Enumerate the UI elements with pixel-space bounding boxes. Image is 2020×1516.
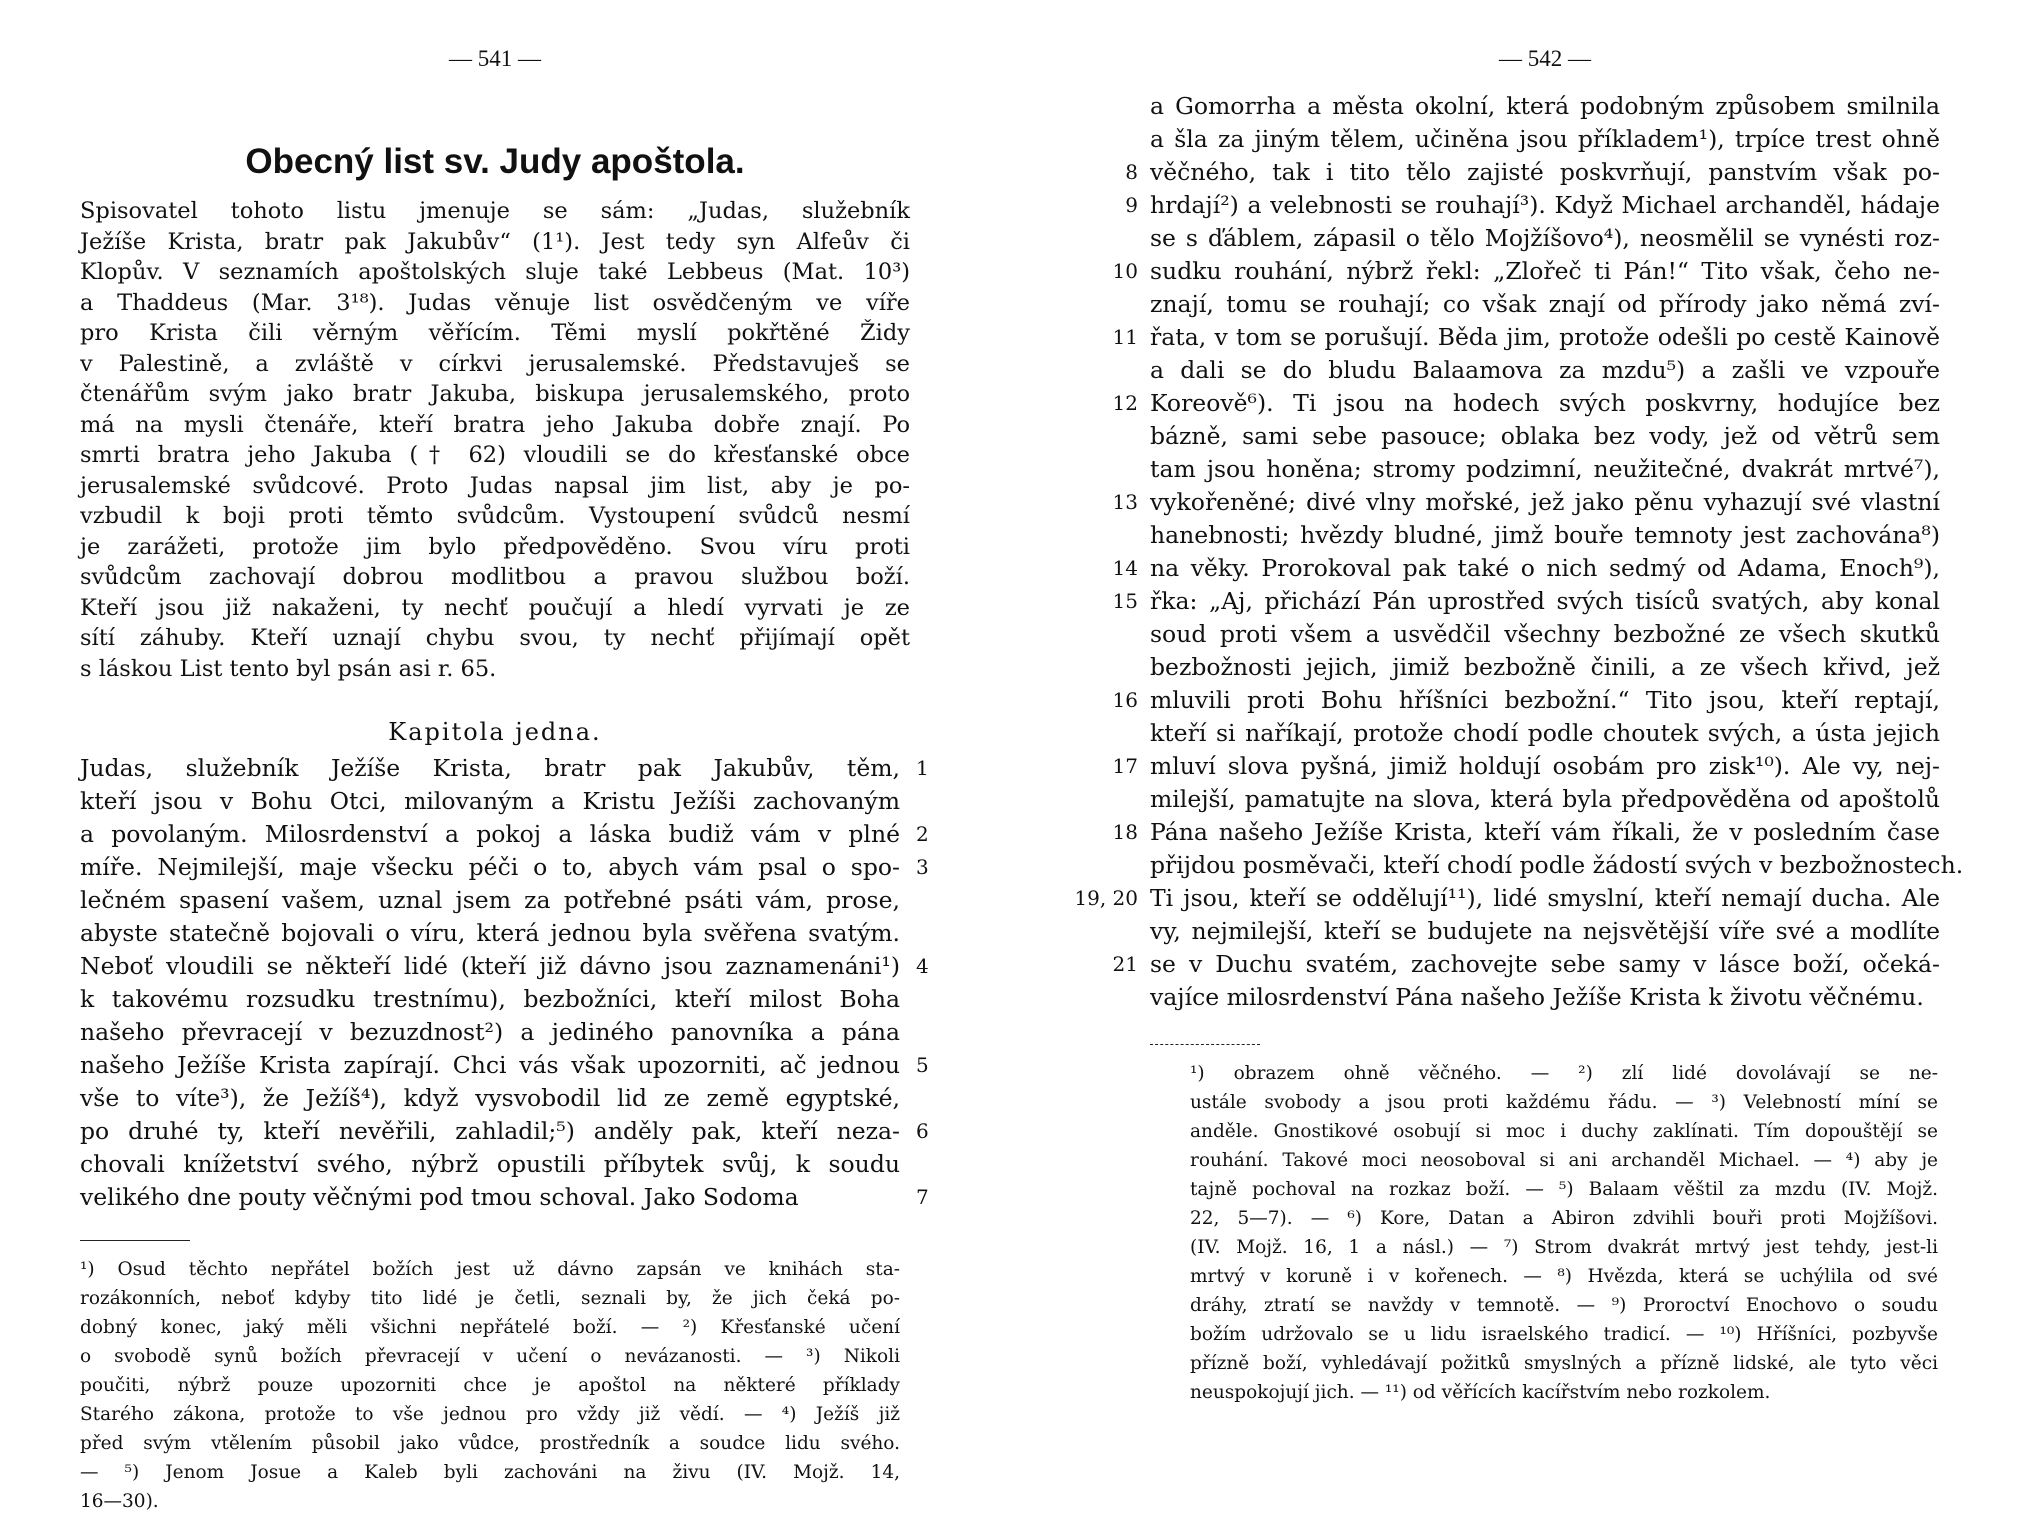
text-line-content: řka: „Aj, přichází Pán uprostřed svých tisíců svatých, aby konal	[1150, 587, 1940, 615]
text-line-content: vajíce milosrdenství Pána našeho Ježíše Krista k životu věčnému.	[1150, 983, 1924, 1011]
footnote-line: — ⁵) Jenom Josue a Kaleb byli zachováni na živu (IV. Mojž. 14,	[80, 1462, 900, 1483]
intro-line: Spisovatel tohoto listu jmenuje se sám: „Judas, služebník	[80, 198, 910, 224]
text-line-content: našeho převracejí v bezuzdnost²) a jediného panovníka a pána	[80, 1018, 900, 1046]
verse-number: 16	[1112, 688, 1138, 712]
intro-line: vzbudil k boji proti těmto svůdcům. Vystoupení svůdců nesmí	[80, 503, 910, 529]
footnote-line: božím udržovalo se u lidu israelského tradicí. — ¹⁰) Hříšníci, pozbyvše	[1190, 1324, 1938, 1345]
text-line-content: Neboť vloudili se někteří lidé (kteří již dávno jsou zaznamenáni¹)	[80, 952, 900, 980]
text-line	[1150, 519, 1940, 552]
text-line-content: sudku rouhání, nýbrž řekl: „Zlořeč ti Pán!“ Tito však, čeho ne-	[1150, 257, 1940, 285]
text-line-content: chovali knížetství svého, nýbrž opustili příbytek svůj, k soudu	[80, 1150, 900, 1178]
text-line	[1150, 651, 1940, 684]
verse-number: 15	[1112, 589, 1138, 613]
scripture-text	[80, 752, 929, 1214]
text-line	[1125, 156, 1940, 189]
text-line-content: kteří jsou v Bohu Otci, milovaným a Kristu Ježíši zachovaným	[80, 787, 900, 815]
text-line-content: na věky. Prorokoval pak také o nich sedmý od Adama, Enoch⁹),	[1150, 554, 1940, 582]
text-line-content: přijdou posměvači, kteří chodí podle žádostí svých v bezbožnostech.	[1150, 851, 1964, 879]
footnote-line: ustále svobody a jsou proti každému řádu. — ³) Velebností míní se	[1190, 1092, 1938, 1113]
text-line	[80, 1148, 900, 1181]
text-line-content: Pána našeho Ježíše Krista, kteří vám říkali, že v posledním čase	[1150, 818, 1940, 846]
verse-number: 6	[916, 1119, 929, 1143]
text-line-content: se s ďáblem, zápasil o tělo Mojžíšovo⁴), neosmělil se vynésti roz-	[1150, 224, 1940, 252]
text-line	[1150, 981, 1940, 1014]
text-line	[1150, 915, 1940, 948]
footnote-line: dobný konec, jaký měli všichni nepřátelé boží. — ²) Křesťanské učení	[80, 1317, 900, 1338]
introduction-paragraph	[80, 196, 910, 684]
text-line	[1150, 783, 1940, 816]
verse-number: 10	[1112, 259, 1138, 283]
text-line-content: Koreově⁶). Ti jsou na hodech svých poskvrny, hodujíce bez	[1150, 389, 1940, 417]
footnote-line: Starého zákona, protože to vše jednou pro vždy již vědí. — ⁴) Ježíš již	[80, 1404, 900, 1425]
text-line-content: a povolaným. Milosrdenství a pokoj a láska budiž vám v plné	[80, 820, 900, 848]
text-line-content: hrdají²) a velebnosti se rouhají³). Když Michael archanděl, hádaje	[1150, 191, 1940, 219]
footnote-divider	[1150, 1044, 1260, 1045]
text-line	[80, 1016, 900, 1049]
verse-number: 1	[916, 756, 929, 780]
text-line	[1150, 354, 1940, 387]
text-line-content: Judas, služebník Ježíše Krista, bratr pak Jakubův, těm,	[80, 754, 900, 782]
verse-number: 21	[1112, 952, 1138, 976]
verse-number: 7	[916, 1185, 929, 1209]
verse-number: 17	[1112, 754, 1138, 778]
text-line-content: řata, v tom se porušují. Běda jim, protože odešli po cestě Kainově	[1150, 323, 1940, 351]
footnote-line: přízně boží, vyhledávají požitků smyslných a přízně lidské, ale tyto věci	[1190, 1353, 1938, 1374]
intro-line: jerusalemské svůdcové. Proto Judas napsal jim list, aby je po-	[80, 472, 910, 499]
text-line-content: a dali se do bludu Balaamova za mzdu⁵) a zašli ve vzpouře	[1150, 356, 1940, 384]
right-page	[1074, 0, 1964, 1407]
text-line	[1112, 486, 1940, 519]
verse-number: 18	[1112, 820, 1138, 844]
footnote-line: ¹) obrazem ohně věčného. — ²) zlí lidé dovolávají se ne-	[1190, 1063, 1938, 1084]
epistle-title: Obecný list sv. Judy apoštola.	[245, 142, 745, 181]
intro-line: má na mysli čtenáře, kteří bratra jeho Jakuba dobře znají. Po	[80, 411, 910, 438]
intro-line: a Thaddeus (Mar. 3¹⁸). Judas věnuje list osvědčeným ve víře	[80, 289, 910, 316]
left-page	[80, 0, 929, 1516]
text-line	[80, 1181, 929, 1214]
intro-line: čtenářům svým jako bratr Jakuba, biskupa jerusalemského, proto	[80, 381, 910, 407]
footnote-line: poučiti, nýbrž pouze upozorniti chce je apoštol na některé příklady	[80, 1375, 900, 1396]
text-line-content: lečném spasení vašem, uznal jsem za potřebné psáti vám, prose,	[80, 886, 900, 914]
intro-line: v Palestině, a zvláště v církvi jerusalemské. Představuješ se	[80, 350, 910, 377]
text-line	[1074, 882, 1940, 915]
text-line	[1112, 948, 1940, 981]
footnote-line: 16—30).	[80, 1491, 159, 1512]
verse-number: 4	[916, 954, 929, 978]
page-number: — 541 —	[449, 46, 541, 71]
text-line-content: našeho Ježíše Krista zapírají. Chci vás však upozorniti, ač jednou	[80, 1051, 900, 1079]
verse-number: 11	[1112, 325, 1138, 349]
verse-number: 8	[1125, 160, 1138, 184]
text-line-content: mluvili proti Bohu hříšníci bezbožní.“ Tito jsou, kteří reptají,	[1150, 686, 1940, 714]
text-line	[1150, 717, 1940, 750]
text-line	[80, 917, 900, 950]
verse-number: 19, 20	[1074, 886, 1138, 910]
text-line	[1112, 321, 1940, 354]
text-line	[1112, 552, 1940, 585]
text-line-content: znají, tomu se rouhají; co však znají od přírody jako němá zví-	[1150, 290, 1940, 318]
footnotes	[1150, 1059, 1938, 1407]
text-line	[80, 1049, 929, 1082]
footnote-divider	[80, 1240, 190, 1241]
text-line-content: abyste statečně bojovali o víru, která jednou byla svěřena svatým.	[80, 919, 900, 947]
footnotes	[80, 1255, 900, 1516]
verse-number: 14	[1112, 556, 1138, 580]
text-line	[1150, 420, 1940, 453]
footnote-line: 22, 5—7). — ⁶) Kore, Datan a Abiron zdvihli bouři proti Mojžíšovi.	[1190, 1208, 1938, 1229]
text-line-content: mluví slova pyšná, jimiž holdují osobám pro zisk¹⁰). Ale vy, nej-	[1150, 752, 1940, 780]
text-line	[80, 818, 929, 851]
footnote-line: neuspokojují jich. — ¹¹) od věřících kacířstvím nebo rozkolem.	[1190, 1382, 1771, 1403]
text-line	[1150, 222, 1940, 255]
text-line	[80, 752, 929, 785]
verse-number: 5	[916, 1053, 929, 1077]
footnote-line: dráhy, ztratí se navždy v temnotě. — ⁹) Proroctví Enochovo o soudu	[1190, 1295, 1938, 1316]
text-line-content: bezbožnosti jejich, jimiž bezbožně činili, a ze všech křivd, jež	[1150, 653, 1940, 681]
text-line	[80, 983, 900, 1016]
verse-number: 3	[916, 855, 929, 879]
intro-line: je zarážeti, protože jim bylo předpověděno. Svou víru proti	[80, 533, 910, 560]
intro-line: Ježíše Krista, bratr pak Jakubův“ (1¹). Jest tedy syn Alfeův či	[80, 228, 910, 255]
verse-number: 9	[1125, 193, 1138, 217]
text-line-content: kteří si naříkají, protože chodí podle choutek svých, a ústa jejich	[1150, 719, 1940, 747]
text-line	[80, 1115, 929, 1148]
text-line-content: hanebnosti; hvězdy bludné, jimž bouře temnoty jest zachována⁸)	[1150, 521, 1940, 549]
text-line-content: tam jsou honěna; stromy podzimní, neužitečné, dvakrát mrtvé⁷),	[1150, 455, 1940, 483]
verse-number: 12	[1112, 391, 1138, 415]
footnote-line: mrtvý v koruně i v kořenech. — ⁸) Hvězda, která se uchýlila od své	[1190, 1266, 1938, 1287]
text-line	[80, 884, 900, 917]
intro-line: pro Krista čili věrným věřícím. Těmi myslí pokřtěné Židy	[80, 320, 910, 346]
text-line-content: míře. Nejmilejší, maje všecku péči o to, abych vám psal o spo-	[80, 853, 900, 881]
footnote-line: rozákonních, neboť kdyby tito lidé je četli, seznali by, že jich čeká po-	[80, 1288, 900, 1309]
intro-line: svůdcům zachovají dobrou modlitbou a pravou službou boží.	[80, 564, 910, 590]
text-line-content: milejší, pamatujte na slova, která byla předpověděna od apoštolů	[1150, 785, 1940, 813]
scripture-text	[1074, 90, 1964, 1014]
footnote-line: anděle. Gnostikové osobují si moc i duchy zaklínati. Tím dopouštějí se	[1190, 1121, 1938, 1142]
intro-line: sítí záhuby. Kteří uznají chybu svou, ty nechť přijímají opět	[80, 625, 910, 651]
text-line	[1150, 90, 1940, 123]
intro-line: Kteří jsou již nakaženi, ty nechť poučují a hledí vyrvati je ze	[80, 594, 910, 621]
text-line-content: vy, nejmilejší, kteří se budujete na nejsvětější víře své a modlíte	[1150, 917, 1940, 945]
verse-number: 13	[1112, 490, 1138, 514]
intro-line: smrti bratra jeho Jakuba († 62) vloudili se do křesťanské obce	[80, 442, 910, 468]
text-line-content: Ti jsou, kteří se oddělují¹¹), lidé smyslní, kteří nemají ducha. Ale	[1150, 884, 1940, 912]
footnote-line: o svobodě synů božích převracejí v učení o nevázanosti. — ³) Nikoli	[80, 1346, 900, 1367]
text-line-content: se v Duchu svatém, zachovejte sebe samy v lásce boží, očeká-	[1150, 950, 1940, 978]
text-line	[1150, 123, 1940, 156]
verse-number: 2	[916, 822, 929, 846]
text-line	[1112, 684, 1940, 717]
text-line	[80, 851, 929, 884]
text-line	[80, 950, 929, 983]
footnote-line: tajně pochoval na rozkaz boží. — ⁵) Balaam věštil za mzdu (IV. Mojž.	[1190, 1179, 1938, 1200]
intro-line: s láskou List tento byl psán asi r. 65.	[80, 655, 497, 682]
text-line-content: vykořeněné; divé vlny mořské, jež jako pěnu vyhazují své vlastní	[1150, 488, 1940, 516]
text-line-content: soud proti všem a usvědčil všechny bezbožné ze všech skutků	[1150, 620, 1940, 648]
text-line-content: velikého dne pouty věčnými pod tmou schoval. Jako Sodoma	[80, 1183, 799, 1211]
intro-line: Klopův. V seznamích apoštolských sluje také Lebbeus (Mat. 10³)	[80, 259, 910, 285]
text-line-content: k takovému rozsudku trestnímu), bezbožníci, kteří milost Boha	[80, 985, 900, 1013]
text-line	[1150, 453, 1940, 486]
text-line	[1150, 849, 1964, 882]
text-line	[1112, 585, 1940, 618]
text-line-content: vše to víte³), že Ježíš⁴), když vysvobodil lid ze země egyptské,	[80, 1084, 900, 1112]
text-line	[1112, 387, 1940, 420]
text-line	[1112, 750, 1940, 783]
text-line-content: věčného, tak i tito tělo zajisté poskvrňují, panstvím však po-	[1150, 158, 1940, 186]
footnote-line: (IV. Mojž. 16, 1 a násl.) — ⁷) Strom dvakrát mrtvý jest tehdy, jest-li	[1190, 1237, 1938, 1258]
footnote-line: ¹) Osud těchto nepřátel božích jest už dávno zapsán ve knihách sta-	[80, 1259, 900, 1280]
text-line	[1125, 189, 1940, 222]
text-line	[1150, 288, 1940, 321]
page-number: — 542 —	[1499, 46, 1591, 71]
text-line-content: a Gomorrha a města okolní, která podobným způsobem smilnila	[1150, 92, 1940, 120]
text-line	[80, 785, 900, 818]
text-line	[1112, 255, 1940, 288]
text-line	[1150, 618, 1940, 651]
text-line-content: a šla za jiným tělem, učiněna jsou příkladem¹), trpíce trest ohně	[1150, 125, 1940, 153]
text-line-content: po druhé ty, kteří nevěřili, zahladil;⁵) anděly pak, kteří neza-	[80, 1117, 900, 1145]
text-line	[80, 1082, 900, 1115]
text-line-content: bázně, sami sebe pasouce; oblaka bez vody, jež od větrů sem	[1150, 422, 1940, 450]
footnote-line: rouhání. Takové moci neosoboval si ani archanděl Michael. — ⁴) aby je	[1190, 1150, 1938, 1171]
chapter-heading: Kapitola jedna.	[388, 718, 602, 746]
text-line	[1112, 816, 1940, 849]
footnote-line: před svým vtělením působil jako vůdce, prostředník a soudce lidu svého.	[80, 1433, 900, 1454]
